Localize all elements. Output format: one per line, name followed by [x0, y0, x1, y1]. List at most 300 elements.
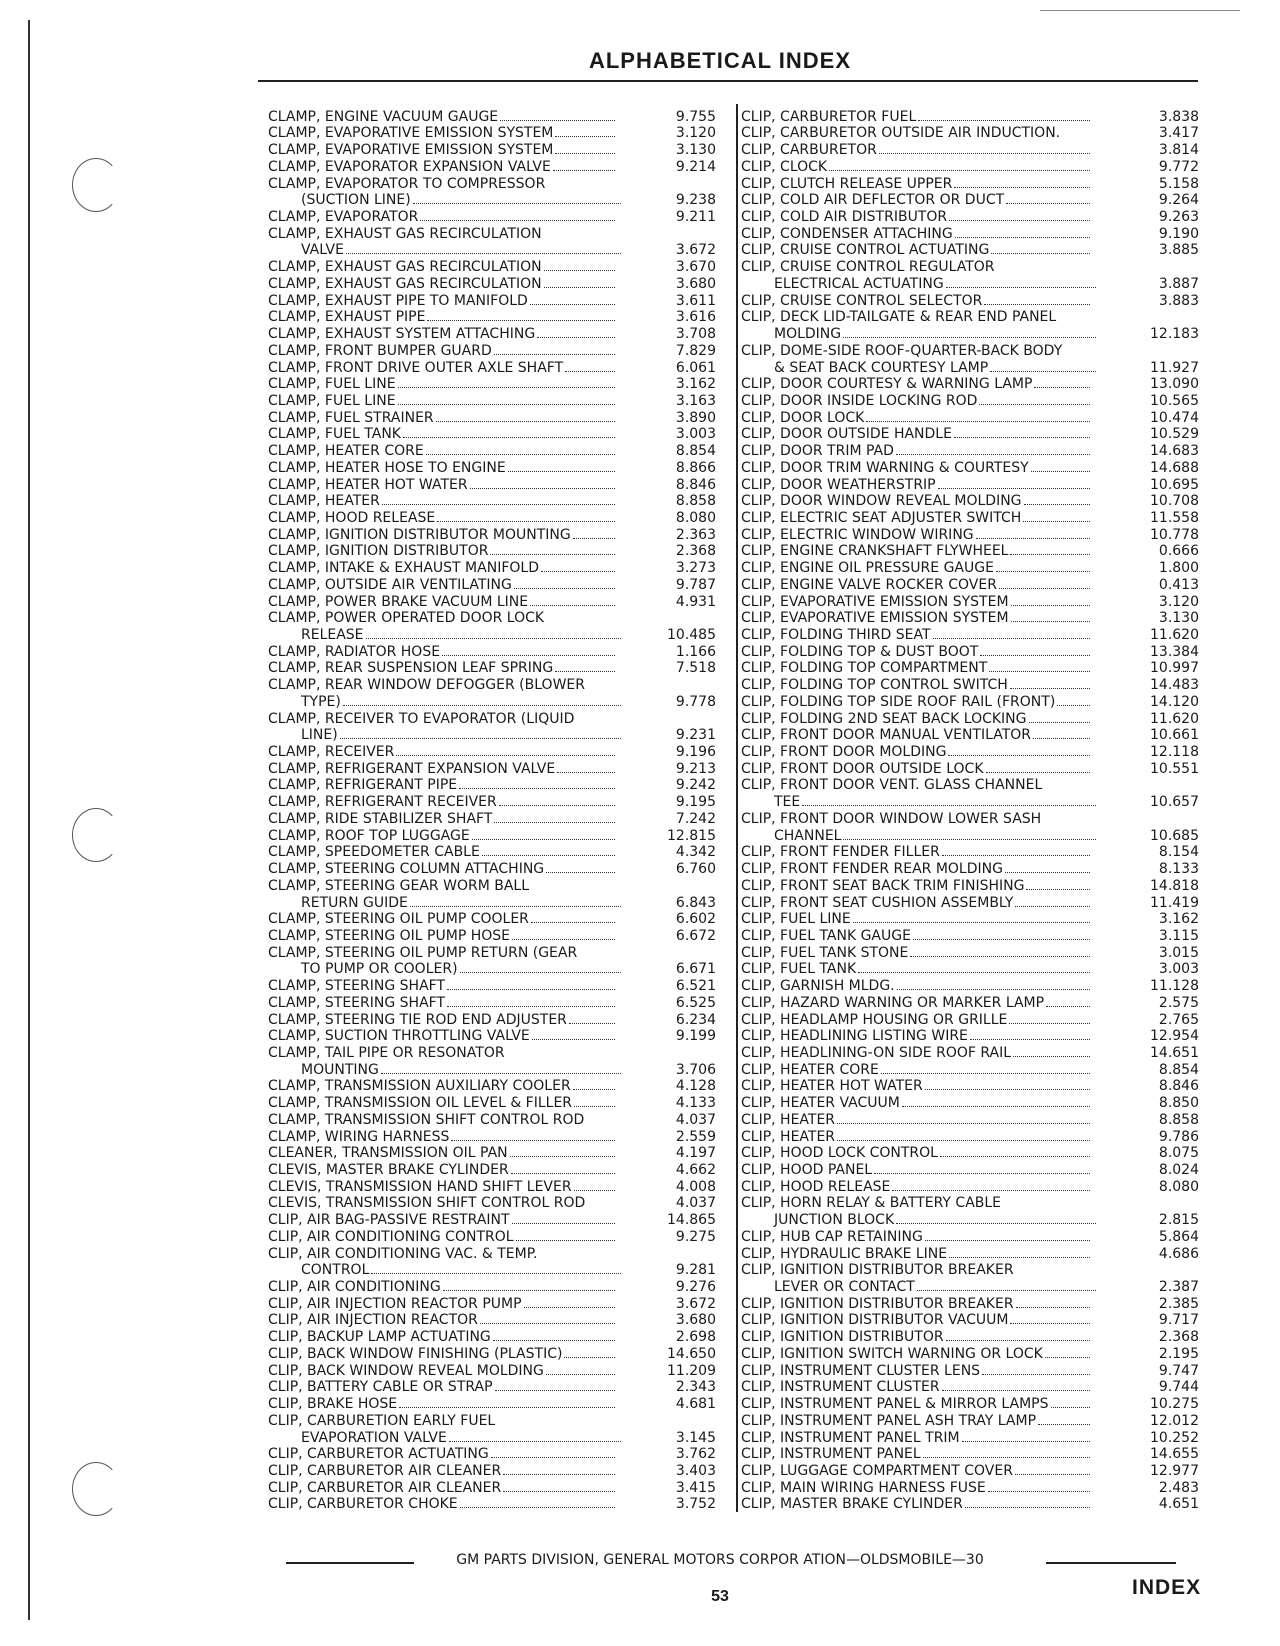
index-entry — [268, 392, 716, 409]
entry-name-wrap — [268, 1496, 618, 1512]
entry-name: CLAMP, EVAPORATOR — [268, 209, 419, 226]
entry-name-wrap — [268, 911, 618, 927]
index-entry — [741, 927, 1199, 944]
entry-page-ref: 14.818 — [1150, 877, 1199, 894]
dot-leader — [546, 872, 615, 873]
entry-name-wrap — [268, 727, 624, 743]
dot-leader — [544, 287, 615, 288]
index-entry — [268, 476, 716, 493]
entry-page-ref: 3.838 — [1158, 108, 1199, 125]
entry-name: CLAMP, REFRIGERANT PIPE — [268, 777, 458, 794]
dot-leader — [573, 538, 615, 539]
entry-name-wrap — [741, 1062, 1093, 1078]
dot-leader — [410, 906, 621, 907]
entry-name: CLIP, FRONT DOOR VENT. GLASS CHANNEL — [741, 777, 1043, 794]
entry-page-ref: 2.765 — [1158, 1011, 1199, 1028]
dot-leader — [511, 1173, 615, 1174]
entry-name-wrap — [268, 309, 618, 325]
entry-page-ref: 8.858 — [675, 493, 716, 510]
index-entry — [741, 777, 1199, 794]
index-entry — [268, 543, 716, 560]
index-entry — [741, 593, 1199, 610]
index-entry — [268, 442, 716, 459]
entry-name: CLIP, INSTRUMENT CLUSTER LENS — [741, 1362, 981, 1379]
entry-name-wrap — [741, 1229, 1093, 1245]
entry-page-ref: 2.363 — [675, 526, 716, 543]
entry-name: CLIP, FRONT DOOR OUTSIDE LOCK — [741, 760, 984, 777]
entry-page-ref: 6.525 — [675, 994, 716, 1011]
index-entry — [741, 1028, 1199, 1045]
dot-leader — [531, 922, 615, 923]
entry-name-wrap — [741, 1012, 1093, 1028]
entry-name-wrap — [268, 393, 618, 409]
index-entry — [268, 944, 716, 961]
dot-leader — [853, 922, 1090, 923]
dot-leader — [925, 1089, 1090, 1090]
entry-name: CLAMP, EVAPORATOR EXPANSION VALVE — [268, 158, 551, 175]
index-entry — [741, 1446, 1199, 1463]
entry-page-ref: 10.661 — [1150, 727, 1199, 744]
entry-name-wrap — [268, 543, 618, 559]
dot-leader — [366, 638, 622, 639]
entry-page-ref: 3.706 — [675, 1061, 716, 1078]
entry-name-wrap — [268, 577, 618, 593]
index-entry — [268, 1295, 716, 1312]
dot-leader — [938, 488, 1090, 489]
dot-leader — [954, 437, 1090, 438]
entry-name-wrap — [268, 660, 618, 676]
index-entry — [741, 1429, 1199, 1446]
index-entry — [268, 1011, 716, 1028]
entry-name: CLAMP, EVAPORATIVE EMISSION SYSTEM — [268, 142, 554, 159]
entry-name-wrap — [741, 727, 1093, 743]
entry-name-wrap — [268, 961, 624, 977]
entry-name-wrap — [268, 1279, 618, 1295]
dot-leader — [546, 1374, 615, 1375]
entry-name: CLIP, IGNITION SWITCH WARNING OR LOCK — [741, 1345, 1043, 1362]
index-entry — [268, 660, 716, 677]
index-entry — [741, 543, 1199, 560]
entry-name: CLAMP, POWER BRAKE VACUUM LINE — [268, 593, 529, 610]
entry-name: CLAMP, EVAPORATIVE EMISSION SYSTEM — [268, 125, 554, 142]
entry-name-wrap — [268, 1112, 618, 1128]
index-entry — [741, 844, 1199, 861]
entry-name-wrap — [741, 242, 1093, 258]
index-entry — [741, 894, 1199, 911]
entry-name-wrap — [741, 1262, 1093, 1278]
dot-leader — [996, 571, 1090, 572]
entry-page-ref: 8.846 — [675, 476, 716, 493]
index-entry — [741, 426, 1199, 443]
index-entry — [741, 1362, 1199, 1379]
index-entry — [268, 977, 716, 994]
dot-leader — [427, 320, 615, 321]
dot-leader — [1006, 203, 1090, 204]
entry-name: CLAMP, EXHAUST GAS RECIRCULATION — [268, 259, 542, 276]
entry-name: CLIP, HEADLAMP HOUSING OR GRILLE — [741, 1011, 1008, 1028]
entry-name-wrap — [268, 443, 618, 459]
dot-leader — [516, 1240, 615, 1241]
entry-page-ref: 9.717 — [1158, 1312, 1199, 1329]
entry-name: CLIP, DOOR LOCK — [741, 409, 865, 426]
entry-name-wrap — [741, 1129, 1093, 1145]
index-entry — [741, 1161, 1199, 1178]
entry-page-ref: 9.264 — [1158, 192, 1199, 209]
index-entry — [268, 727, 716, 744]
entry-page-ref: 3.672 — [675, 1295, 716, 1312]
index-entry — [268, 710, 716, 727]
entry-name: CLIP, DOOR TRIM WARNING & COURTESY — [741, 459, 1029, 476]
entry-name-wrap — [268, 242, 624, 258]
entry-name-wrap — [268, 777, 618, 793]
entry-name: CLIP, MASTER BRAKE CYLINDER — [741, 1496, 963, 1513]
dot-leader — [1033, 738, 1090, 739]
entry-page-ref: 4.662 — [675, 1162, 716, 1178]
index-entry — [741, 376, 1199, 393]
entry-page-ref: 10.778 — [1150, 526, 1199, 543]
entry-name-wrap — [741, 1195, 1093, 1211]
entry-name: CLAMP, INTAKE & EXHAUST MANIFOLD — [268, 560, 539, 577]
index-entry — [268, 1312, 716, 1329]
entry-name-wrap — [268, 644, 618, 660]
entry-name-wrap — [268, 159, 618, 175]
entry-name-wrap — [741, 109, 1093, 125]
entry-name: CLIP, CARBURETOR AIR CLEANER — [268, 1462, 502, 1479]
dot-leader — [398, 404, 615, 405]
entry-name: CLIP, CRUISE CONTROL SELECTOR — [741, 292, 983, 309]
entry-name-wrap — [741, 1312, 1093, 1328]
entry-name: CLAMP, REAR WINDOW DEFOGGER (BLOWER — [268, 677, 585, 694]
dot-leader — [553, 170, 615, 171]
entry-page-ref: 3.162 — [1158, 911, 1199, 928]
index-entry — [268, 108, 716, 125]
entry-name-wrap — [741, 677, 1093, 693]
dot-leader — [1051, 1407, 1091, 1408]
index-entry — [741, 760, 1199, 777]
dot-leader — [1026, 889, 1090, 890]
entry-page-ref: 9.211 — [675, 209, 716, 226]
entry-name: LINE) — [301, 727, 338, 744]
footer-publisher: GM PARTS DIVISION, GENERAL MOTORS CORPOR ATION—OLDSMOBILE—30 — [456, 1552, 984, 1568]
dot-leader — [541, 571, 615, 572]
entry-name: CLIP, FRONT FENDER REAR MOLDING — [741, 861, 1003, 878]
entry-name-wrap — [268, 1195, 618, 1211]
entry-name-wrap — [741, 1430, 1093, 1446]
entry-name-wrap — [741, 460, 1093, 476]
entry-name-wrap — [741, 861, 1093, 877]
entry-page-ref: 9.199 — [675, 1028, 716, 1045]
entry-name-wrap — [741, 744, 1093, 760]
entry-page-ref: 3.273 — [675, 560, 716, 577]
entry-name: CLAMP, HEATER HOSE TO ENGINE — [268, 459, 506, 476]
entry-page-ref: 9.190 — [1158, 225, 1199, 242]
entry-page-ref: 7.829 — [675, 342, 716, 359]
entry-page-ref: 9.214 — [675, 158, 716, 175]
entry-name: CLAMP, STEERING OIL PUMP RETURN (GEAR — [268, 944, 578, 961]
entry-page-ref: 9.755 — [675, 108, 716, 125]
top-rule — [1040, 10, 1240, 11]
entry-page-ref: 8.858 — [1158, 1111, 1199, 1128]
index-entry — [741, 1278, 1199, 1295]
index-entry — [741, 994, 1199, 1011]
index-entry — [268, 175, 716, 192]
index-entry — [268, 509, 716, 526]
index-entry — [741, 442, 1199, 459]
entry-page-ref: 9.231 — [675, 727, 716, 744]
entry-name-wrap — [741, 1329, 1093, 1345]
entry-name-wrap — [741, 594, 1093, 610]
entry-name-wrap — [268, 928, 618, 944]
index-entry — [268, 844, 716, 861]
entry-page-ref: 9.276 — [675, 1279, 716, 1296]
entry-name: CLIP, HEATER VACUUM — [741, 1095, 900, 1112]
entry-page-ref: 2.575 — [1158, 994, 1199, 1011]
entry-page-ref: 10.275 — [1150, 1396, 1199, 1413]
dot-leader — [512, 939, 615, 940]
index-entry — [268, 1195, 716, 1212]
entry-page-ref: 3.417 — [1158, 125, 1199, 142]
dot-leader — [524, 1307, 615, 1308]
entry-page-ref: 12.183 — [1150, 326, 1199, 343]
entry-name: CLIP, AIR INJECTION REACTOR PUMP — [268, 1295, 522, 1312]
dot-leader — [1016, 1307, 1090, 1308]
dot-leader — [437, 521, 615, 522]
entry-page-ref: 6.672 — [675, 927, 716, 944]
entry-page-ref: 3.887 — [1158, 275, 1199, 292]
entry-page-ref: 11.927 — [1150, 359, 1199, 376]
entry-name: CLIP, DOOR OUTSIDE HANDLE — [741, 426, 952, 443]
entry-name: CLAMP, TRANSMISSION AUXILIARY COOLER — [268, 1078, 571, 1095]
entry-name-wrap — [268, 794, 618, 810]
entry-name-wrap — [741, 1045, 1093, 1061]
entry-name: CLEVIS, MASTER BRAKE CYLINDER — [268, 1162, 509, 1178]
index-entry — [741, 610, 1199, 627]
entry-page-ref: 3.120 — [675, 125, 716, 142]
entry-name: CLIP, HEATER HOT WATER — [741, 1078, 923, 1095]
entry-name-wrap — [741, 811, 1093, 827]
dot-leader — [508, 471, 615, 472]
index-entry — [741, 392, 1199, 409]
entry-name-wrap — [741, 1078, 1093, 1094]
dot-leader — [564, 1357, 615, 1358]
entry-name-wrap — [268, 677, 618, 693]
dot-leader — [933, 638, 1090, 639]
index-entry — [741, 1312, 1199, 1329]
entry-name-wrap — [741, 1212, 1099, 1228]
dot-leader — [837, 1123, 1090, 1124]
entry-page-ref: 3.670 — [675, 259, 716, 276]
dot-leader — [980, 655, 1090, 656]
index-entry — [741, 1345, 1199, 1362]
entry-name: CLIP, ENGINE CRANKSHAFT FLYWHEEL — [741, 543, 1009, 560]
dot-leader — [503, 1491, 615, 1492]
entry-page-ref: 10.997 — [1150, 660, 1199, 677]
index-entry — [268, 1028, 716, 1045]
index-entry — [741, 877, 1199, 894]
entry-page-ref: 11.620 — [1150, 710, 1199, 727]
entry-name: CLAMP, RECEIVER — [268, 744, 395, 761]
entry-name: CLAMP, POWER OPERATED DOOR LOCK — [268, 610, 545, 627]
entry-name-wrap — [741, 192, 1093, 208]
index-entry — [741, 1412, 1199, 1429]
entry-name: CLAMP, EXHAUST SYSTEM ATTACHING — [268, 326, 536, 343]
entry-name-wrap — [268, 744, 618, 760]
entry-name-wrap — [741, 142, 1093, 158]
dot-leader — [986, 772, 1090, 773]
dot-leader — [420, 220, 615, 221]
entry-name: CLIP, HEATER — [741, 1128, 836, 1145]
entry-page-ref: 9.242 — [675, 777, 716, 794]
index-entry — [741, 493, 1199, 510]
entry-page-ref: 3.890 — [675, 409, 716, 426]
entry-page-ref: 10.551 — [1150, 760, 1199, 777]
entry-name: & SEAT BACK COURTESY LAMP — [774, 359, 989, 376]
entry-name: CLAMP, STEERING GEAR WORM BALL — [268, 877, 530, 894]
dot-leader — [866, 421, 1090, 422]
dot-leader — [892, 1190, 1090, 1191]
index-entry — [268, 1479, 716, 1496]
entry-name: JUNCTION BLOCK — [774, 1212, 895, 1229]
index-entry — [741, 175, 1199, 192]
entry-name: CLIP, EVAPORATIVE EMISSION SYSTEM — [741, 610, 1009, 627]
index-entry — [268, 760, 716, 777]
entry-name-wrap — [268, 493, 618, 509]
entry-page-ref: 4.686 — [1158, 1245, 1199, 1262]
index-entry — [268, 1345, 716, 1362]
entry-name: CLIP, HEADLINING LISTING WIRE — [741, 1028, 968, 1045]
index-entry — [268, 810, 716, 827]
entry-page-ref: 10.685 — [1150, 827, 1199, 844]
dot-leader — [494, 822, 615, 823]
dot-leader — [910, 956, 1090, 957]
entry-name: CLIP, HORN RELAY & BATTERY CABLE — [741, 1195, 1002, 1212]
entry-name: CLIP, BRAKE HOSE — [268, 1396, 398, 1413]
entry-name-wrap — [268, 1062, 624, 1078]
index-entry — [741, 660, 1199, 677]
entry-name: CLIP, DECK LID-TAILGATE & REAR END PANEL — [741, 309, 1057, 326]
entry-page-ref: 9.196 — [675, 744, 716, 761]
index-entry — [741, 459, 1199, 476]
entry-name: CLIP, AIR INJECTION REACTOR — [268, 1312, 478, 1329]
entry-page-ref: 2.195 — [1158, 1345, 1199, 1362]
entry-name: CLIP, HYDRAULIC BRAKE LINE — [741, 1245, 948, 1262]
entry-name: CLAMP, EXHAUST PIPE TO MANIFOLD — [268, 292, 528, 309]
entry-name-wrap — [268, 828, 618, 844]
index-entry — [741, 977, 1199, 994]
index-entry — [741, 944, 1199, 961]
entry-name-wrap — [741, 293, 1093, 309]
entry-name-wrap — [268, 1363, 618, 1379]
index-entry — [268, 777, 716, 794]
index-column-left — [268, 108, 716, 1512]
index-entry — [268, 610, 716, 627]
entry-name: CLAMP, STEERING OIL PUMP COOLER — [268, 911, 529, 928]
entry-name: CLIP, BACK WINDOW FINISHING (PLASTIC) — [268, 1345, 563, 1362]
dot-leader — [874, 1173, 1090, 1174]
entry-name-wrap — [268, 209, 618, 225]
entry-name: CLIP, ENGINE VALVE ROCKER COVER — [741, 576, 997, 593]
binder-edge-line — [28, 20, 30, 1620]
entry-name: CLIP, HEATER — [741, 1111, 836, 1128]
entry-name-wrap — [268, 192, 624, 208]
dot-leader — [480, 1323, 615, 1324]
index-entry — [741, 1395, 1199, 1412]
index-entry — [268, 1462, 716, 1479]
entry-name-wrap — [268, 1463, 618, 1479]
entry-name-wrap — [741, 125, 1093, 141]
entry-name: MOLDING — [774, 326, 842, 343]
index-entry — [741, 860, 1199, 877]
index-entry — [268, 1128, 716, 1145]
dot-leader — [493, 1340, 615, 1341]
index-entry — [268, 141, 716, 158]
index-entry — [741, 1479, 1199, 1496]
entry-name: CLIP, FOLDING TOP COMPARTMENT — [741, 660, 988, 677]
entry-page-ref: 5.864 — [1158, 1228, 1199, 1245]
entry-name-wrap — [741, 1095, 1093, 1111]
entry-name-wrap — [741, 343, 1093, 359]
dot-leader — [343, 705, 621, 706]
dot-leader — [1015, 906, 1090, 907]
dot-leader — [896, 1223, 1096, 1224]
entry-page-ref: 6.843 — [675, 894, 716, 911]
index-entry — [741, 158, 1199, 175]
index-entry — [268, 1145, 716, 1162]
entry-page-ref: 13.384 — [1150, 643, 1199, 660]
dot-leader — [532, 1039, 615, 1040]
index-entry — [268, 526, 716, 543]
index-entry — [268, 593, 716, 610]
index-entry — [741, 275, 1199, 292]
entry-name-wrap — [268, 1480, 618, 1496]
entry-name-wrap — [268, 259, 618, 275]
index-entry — [741, 626, 1199, 643]
dot-leader — [495, 1390, 615, 1391]
entry-name-wrap — [268, 811, 618, 827]
entry-page-ref: 9.787 — [675, 576, 716, 593]
index-entry — [268, 459, 716, 476]
entry-name-wrap — [268, 1229, 618, 1245]
entry-name-wrap — [741, 1480, 1093, 1496]
entry-page-ref: 8.846 — [1158, 1078, 1199, 1095]
entry-name-wrap — [268, 1028, 618, 1044]
dot-leader — [1011, 621, 1090, 622]
index-entry — [741, 710, 1199, 727]
dot-leader — [565, 371, 615, 372]
entry-name-wrap — [268, 226, 618, 242]
entry-name: CLIP, FOLDING TOP & DUST BOOT — [741, 643, 979, 660]
entry-page-ref: 14.688 — [1150, 459, 1199, 476]
index-entry — [268, 426, 716, 443]
entry-name-wrap — [268, 276, 618, 292]
entry-name: CLIP, BATTERY CABLE OR STRAP — [268, 1379, 493, 1396]
entry-page-ref: 11.209 — [667, 1362, 716, 1379]
entry-page-ref: 8.080 — [675, 509, 716, 526]
entry-page-ref: 6.061 — [675, 359, 716, 376]
entry-name-wrap — [268, 844, 618, 860]
entry-name-wrap — [741, 326, 1099, 342]
index-entry — [268, 1178, 716, 1195]
entry-name-wrap — [741, 376, 1093, 392]
index-entry — [268, 158, 716, 175]
index-entry — [268, 1044, 716, 1061]
dot-leader — [442, 655, 615, 656]
entry-page-ref: 3.611 — [675, 292, 716, 309]
entry-page-ref: 12.977 — [1150, 1462, 1199, 1479]
entry-page-ref: 9.747 — [1158, 1362, 1199, 1379]
dot-leader — [382, 504, 615, 505]
index-entry — [268, 1395, 716, 1412]
